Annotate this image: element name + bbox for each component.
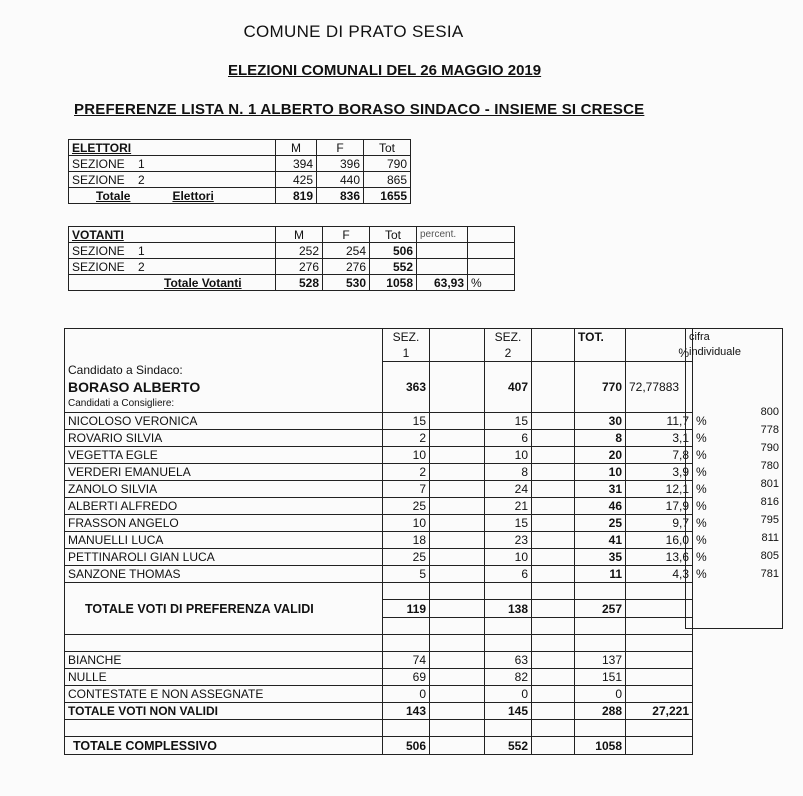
mayor-name: BORASO ALBERTO bbox=[65, 378, 383, 396]
row-number: 1 bbox=[138, 243, 145, 258]
candidate-name: ALBERTI ALFREDO bbox=[65, 498, 383, 515]
total-m: 819 bbox=[276, 188, 317, 204]
total-f: 530 bbox=[323, 275, 370, 291]
invalid-s1: 0 bbox=[383, 686, 430, 703]
candidate-s1: 25 bbox=[383, 549, 430, 566]
invalid-s2: 82 bbox=[485, 669, 532, 686]
col-f: F bbox=[323, 227, 370, 243]
invalid-row bbox=[65, 652, 714, 669]
row-number: 2 bbox=[138, 259, 145, 274]
elettori-table bbox=[68, 139, 411, 204]
municipality-title: COMUNE DI PRATO SESIA bbox=[243, 22, 464, 41]
candidate-name: VERDERI EMANUELA bbox=[65, 464, 383, 481]
candidate-tot: 30 bbox=[575, 413, 626, 430]
cell-tot: 552 bbox=[370, 259, 417, 275]
header-sez2: SEZ. bbox=[485, 329, 532, 346]
total-preferences-label: TOTALE VOTI DI PREFERENZA VALIDI bbox=[65, 600, 383, 618]
candidate-name: FRASSON ANGELO bbox=[65, 515, 383, 532]
percent-sign: % bbox=[696, 482, 707, 496]
grand-total-s2: 552 bbox=[485, 737, 532, 755]
invalid-label: NULLE bbox=[65, 669, 383, 686]
total-invalid-tot: 288 bbox=[575, 703, 626, 720]
total-pref-s1: 119 bbox=[383, 600, 430, 618]
mayor-s1: 363 bbox=[383, 378, 430, 396]
cell-m: 425 bbox=[276, 172, 317, 188]
cell-m: 394 bbox=[276, 156, 317, 172]
grand-total-label: TOTALE COMPLESSIVO bbox=[65, 737, 383, 755]
row-label: SEZIONE bbox=[72, 259, 125, 274]
candidate-s2: 23 bbox=[485, 532, 532, 549]
candidate-s1: 2 bbox=[383, 430, 430, 447]
candidate-s2: 15 bbox=[485, 413, 532, 430]
row-label: SEZIONE bbox=[72, 172, 125, 187]
percent-sign: % bbox=[696, 533, 707, 547]
table-row bbox=[69, 172, 411, 188]
candidate-s2: 6 bbox=[485, 430, 532, 447]
percent-sign: % bbox=[696, 414, 707, 428]
invalid-s2: 0 bbox=[485, 686, 532, 703]
row-number: 2 bbox=[138, 172, 145, 187]
invalid-s2: 63 bbox=[485, 652, 532, 669]
candidate-tot: 10 bbox=[575, 464, 626, 481]
candidate-percent: 7,8 bbox=[626, 447, 693, 464]
table-row bbox=[69, 243, 515, 259]
total-invalid-s2: 145 bbox=[485, 703, 532, 720]
votanti-table bbox=[68, 226, 515, 291]
header-sez1-number: 1 bbox=[383, 345, 430, 362]
election-title: ELEZIONI COMUNALI DEL 26 MAGGIO 2019 bbox=[228, 62, 542, 79]
cell-f: 396 bbox=[317, 156, 364, 172]
mayor-row bbox=[65, 378, 714, 396]
cifra-label-2: individuale bbox=[686, 345, 783, 359]
cell-tot: 790 bbox=[364, 156, 411, 172]
mayor-s2: 407 bbox=[485, 378, 532, 396]
cifra-value: 800 bbox=[686, 403, 783, 421]
candidate-row bbox=[65, 566, 714, 583]
percent-sign: % bbox=[696, 499, 707, 513]
candidate-percent: 16,0 bbox=[626, 532, 693, 549]
candidate-s1: 15 bbox=[383, 413, 430, 430]
candidate-row bbox=[65, 481, 714, 498]
cifra-value: 805 bbox=[686, 547, 783, 565]
invalid-tot: 151 bbox=[575, 669, 626, 686]
mayor-percent: 72,77883 bbox=[626, 378, 693, 396]
candidate-percent: 12,1 bbox=[626, 481, 693, 498]
cifra-label: cifra bbox=[686, 329, 783, 345]
total-row bbox=[69, 188, 411, 204]
total-m: 528 bbox=[276, 275, 323, 291]
total-invalid-s1: 143 bbox=[383, 703, 430, 720]
total-preferences-row bbox=[65, 600, 714, 618]
candidate-s2: 8 bbox=[485, 464, 532, 481]
candidate-s2: 6 bbox=[485, 566, 532, 583]
cifra-value: 780 bbox=[686, 457, 783, 475]
candidate-tot: 8 bbox=[575, 430, 626, 447]
col-percent: percent. bbox=[417, 227, 468, 243]
candidate-s1: 2 bbox=[383, 464, 430, 481]
candidate-row bbox=[65, 447, 714, 464]
candidate-s1: 25 bbox=[383, 498, 430, 515]
col-m: M bbox=[276, 140, 317, 156]
row-label: SEZIONE bbox=[72, 156, 125, 171]
total-row bbox=[69, 275, 515, 291]
candidate-percent: 4,3 bbox=[626, 566, 693, 583]
invalid-label: CONTESTATE E NON ASSEGNATE bbox=[65, 686, 383, 703]
total-percent: 63,93 bbox=[417, 275, 468, 291]
results-table bbox=[64, 328, 714, 755]
grand-total-row bbox=[65, 737, 714, 755]
grand-total-tot: 1058 bbox=[575, 737, 626, 755]
candidate-row bbox=[65, 549, 714, 566]
elettori-header: ELETTORI bbox=[69, 140, 276, 156]
table-row bbox=[69, 259, 515, 275]
candidate-s1: 10 bbox=[383, 515, 430, 532]
cell-tot: 506 bbox=[370, 243, 417, 259]
invalid-tot: 0 bbox=[575, 686, 626, 703]
col-tot: Tot bbox=[370, 227, 417, 243]
candidate-name: MANUELLI LUCA bbox=[65, 532, 383, 549]
cell-m: 252 bbox=[276, 243, 323, 259]
total-invalid-percent: 27,221 bbox=[626, 703, 693, 720]
total-invalid-label: TOTALE VOTI NON VALIDI bbox=[65, 703, 383, 720]
empty-cell bbox=[468, 227, 515, 243]
cifra-value: 790 bbox=[686, 439, 783, 457]
candidate-s2: 15 bbox=[485, 515, 532, 532]
votanti-header: VOTANTI bbox=[69, 227, 276, 243]
percent-sign: % bbox=[696, 516, 707, 530]
total-invalid-row bbox=[65, 703, 714, 720]
row-label: SEZIONE bbox=[72, 243, 125, 258]
row-number: 1 bbox=[138, 156, 145, 171]
cifra-table bbox=[685, 328, 783, 629]
cifra-value: 811 bbox=[686, 529, 783, 547]
col-m: M bbox=[276, 227, 323, 243]
candidate-s1: 18 bbox=[383, 532, 430, 549]
candidate-row bbox=[65, 413, 714, 430]
cifra-value: 781 bbox=[686, 565, 783, 583]
cifra-value: 778 bbox=[686, 421, 783, 439]
candidate-s1: 5 bbox=[383, 566, 430, 583]
candidate-tot: 25 bbox=[575, 515, 626, 532]
list-title: PREFERENZE LISTA N. 1 ALBERTO BORASO SINDACO - INSIEME SI CRESCE bbox=[74, 101, 645, 118]
percent-sign: % bbox=[696, 431, 707, 445]
invalid-row bbox=[65, 669, 714, 686]
cell-f: 440 bbox=[317, 172, 364, 188]
invalid-s1: 69 bbox=[383, 669, 430, 686]
invalid-row bbox=[65, 686, 714, 703]
header-tot: TOT. bbox=[575, 329, 626, 346]
cell-f: 276 bbox=[323, 259, 370, 275]
cifra-value: 816 bbox=[686, 493, 783, 511]
candidate-row bbox=[65, 464, 714, 481]
candidate-name: PETTINAROLI GIAN LUCA bbox=[65, 549, 383, 566]
total-label-2: Elettori bbox=[172, 188, 214, 203]
mayor-label: Candidato a Sindaco: bbox=[65, 362, 383, 379]
total-tot: 1655 bbox=[364, 188, 411, 204]
candidate-tot: 41 bbox=[575, 532, 626, 549]
candidate-s2: 21 bbox=[485, 498, 532, 515]
cifra-value: 795 bbox=[686, 511, 783, 529]
candidate-row bbox=[65, 498, 714, 515]
candidate-percent: 9,7 bbox=[626, 515, 693, 532]
candidate-tot: 35 bbox=[575, 549, 626, 566]
total-f: 836 bbox=[317, 188, 364, 204]
invalid-label: BIANCHE bbox=[65, 652, 383, 669]
table-row bbox=[69, 156, 411, 172]
percent-sign: % bbox=[696, 465, 707, 479]
invalid-s1: 74 bbox=[383, 652, 430, 669]
candidate-row bbox=[65, 532, 714, 549]
mayor-tot: 770 bbox=[575, 378, 626, 396]
total-label: Totale bbox=[96, 188, 131, 203]
percent-sign: % bbox=[696, 448, 707, 462]
percent-sign: % bbox=[696, 550, 707, 564]
candidate-percent: 3,9 bbox=[626, 464, 693, 481]
cell-f: 254 bbox=[323, 243, 370, 259]
councillor-label: Candidati a Consigliere: bbox=[65, 396, 383, 413]
candidate-percent: 11,7 bbox=[626, 413, 693, 430]
candidate-tot: 46 bbox=[575, 498, 626, 515]
cifra-value: 801 bbox=[686, 475, 783, 493]
total-label: Totale Votanti bbox=[164, 275, 242, 290]
header-percent: % bbox=[626, 345, 693, 362]
candidate-row bbox=[65, 515, 714, 532]
header-sez2-number: 2 bbox=[485, 345, 532, 362]
percent-sign: % bbox=[696, 567, 707, 581]
header-sez1: SEZ. bbox=[383, 329, 430, 346]
candidate-s1: 7 bbox=[383, 481, 430, 498]
candidate-name: NICOLOSO VERONICA bbox=[65, 413, 383, 430]
total-pref-tot: 257 bbox=[575, 600, 626, 618]
cell-m: 276 bbox=[276, 259, 323, 275]
candidate-percent: 13,6 bbox=[626, 549, 693, 566]
invalid-tot: 137 bbox=[575, 652, 626, 669]
candidate-percent: 3,1 bbox=[626, 430, 693, 447]
total-pref-s2: 138 bbox=[485, 600, 532, 618]
candidate-s2: 10 bbox=[485, 447, 532, 464]
candidate-name: ZANOLO SILVIA bbox=[65, 481, 383, 498]
candidate-s2: 24 bbox=[485, 481, 532, 498]
col-tot: Tot bbox=[364, 140, 411, 156]
total-tot: 1058 bbox=[370, 275, 417, 291]
candidate-tot: 11 bbox=[575, 566, 626, 583]
grand-total-s1: 506 bbox=[383, 737, 430, 755]
candidate-name: ROVARIO SILVIA bbox=[65, 430, 383, 447]
candidate-s2: 10 bbox=[485, 549, 532, 566]
cell-tot: 865 bbox=[364, 172, 411, 188]
candidate-name: SANZONE THOMAS bbox=[65, 566, 383, 583]
candidate-row bbox=[65, 430, 714, 447]
candidate-s1: 10 bbox=[383, 447, 430, 464]
candidate-tot: 20 bbox=[575, 447, 626, 464]
percent-sign: % bbox=[468, 275, 515, 291]
candidate-tot: 31 bbox=[575, 481, 626, 498]
col-f: F bbox=[317, 140, 364, 156]
candidate-name: VEGETTA EGLE bbox=[65, 447, 383, 464]
candidate-percent: 17,9 bbox=[626, 498, 693, 515]
